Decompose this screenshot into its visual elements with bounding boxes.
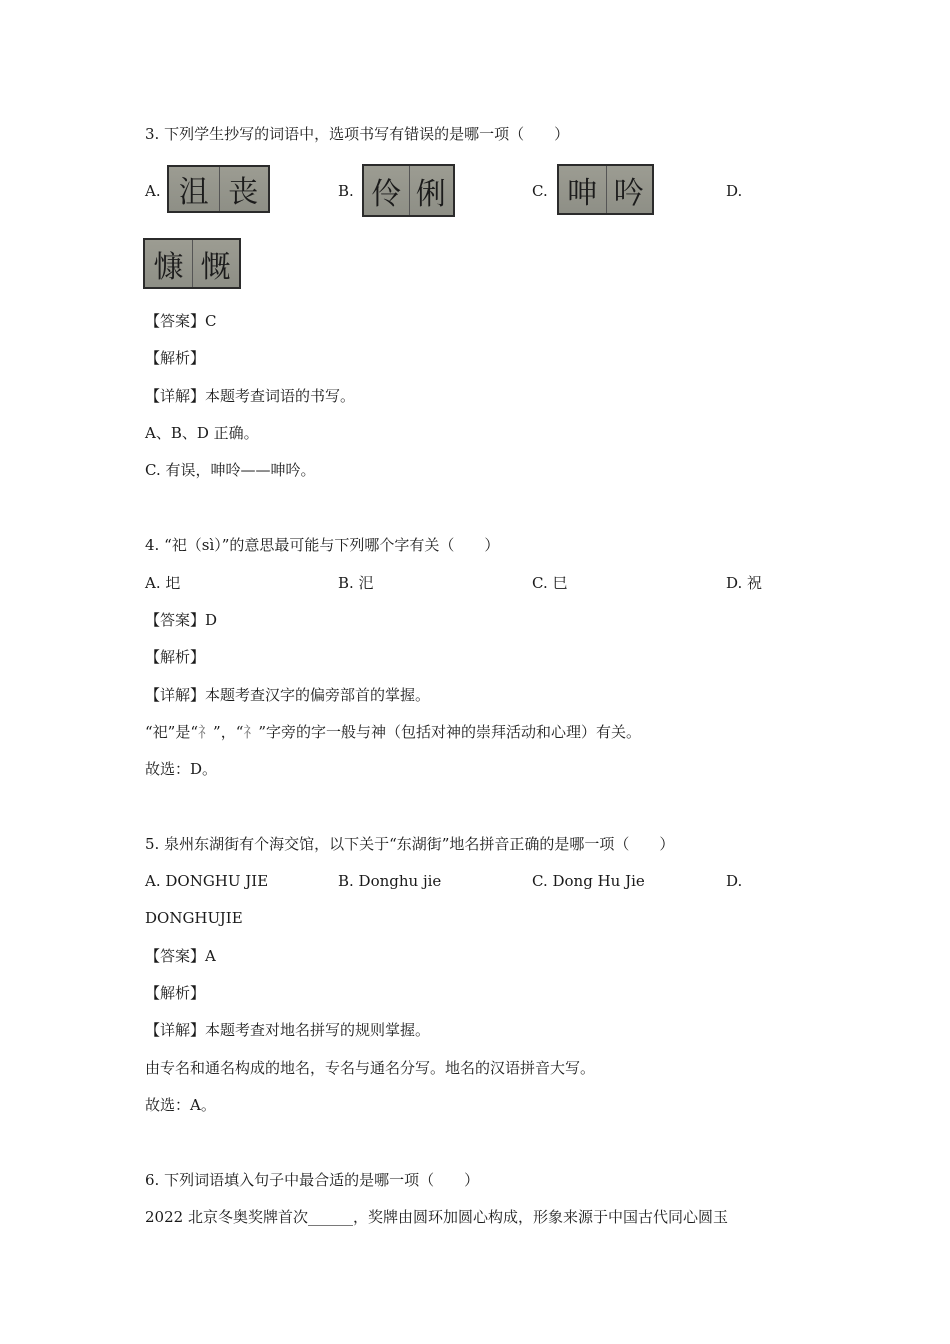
q3-option-a-label: A. — [145, 182, 161, 200]
q4-detail: 【详解】本题考查汉字的偏旁部首的掌握。 — [145, 686, 431, 704]
q4-analysis-heading: 【解析】 — [145, 648, 206, 666]
q5-conclusion: 故选：A。 — [145, 1096, 216, 1114]
q5-option-c: C. Dong Hu Jie — [532, 872, 645, 890]
q3-option-a-image — [167, 165, 270, 213]
q3-detail: 【详解】本题考查词语的书写。 — [145, 387, 356, 405]
q3-option-b-image — [362, 164, 455, 217]
q5-answer: 【答案】A — [145, 947, 216, 965]
q3-option-d-label: D. — [726, 182, 743, 200]
q4-answer: 【答案】D — [145, 611, 218, 629]
q4-stem: 4. “祀（sì）”的意思最可能与下列哪个字有关（ ） — [145, 536, 500, 554]
q3-answer: 【答案】C — [145, 312, 217, 330]
q4-expl-part3: ”字旁的字一般与神（包括对神的崇拜活动和心理）有关。 — [258, 723, 642, 741]
q5-stem: 5. 泉州东湖街有个海交馆，以下关于“东湖街”地名拼音正确的是哪一项（ ） — [145, 835, 675, 853]
q5-rule: 由专名和通名构成的地名，专名与通名分写。地名的汉语拼音大写。 — [145, 1059, 596, 1077]
q3-option-b-label: B. — [338, 182, 354, 200]
q4-option-a: A. 圯 — [145, 574, 181, 592]
radical-shi-glyph: 礻 — [198, 723, 214, 741]
q5-option-a: A. DONGHU JIE — [145, 872, 269, 890]
q5-option-d-label: D. — [726, 872, 743, 890]
q5-option-b: B. Donghu jie — [338, 872, 442, 890]
q3-c-char-1: 呻 — [567, 175, 598, 211]
q5-option-d-text: DONGHUJIE — [145, 909, 243, 927]
q6-stem: 6. 下列词语填入句子中最合适的是哪一项（ ） — [145, 1171, 480, 1189]
q3-option-d-image — [143, 238, 241, 289]
q4-option-d: D. 祝 — [726, 574, 763, 592]
q3-option-c-label: C. — [532, 182, 548, 200]
q4-conclusion: 故选：D。 — [145, 760, 218, 778]
q3-option-c-image — [557, 164, 654, 215]
q3-b-char-1: 伶 — [371, 176, 402, 212]
q4-expl-part2: ”，“ — [213, 723, 244, 741]
q3-stem: 3. 下列学生抄写的词语中，选项书写有错误的是哪一项（ ） — [145, 125, 570, 143]
q3-a-char-1: 沮 — [178, 175, 209, 210]
q3-b-char-2: 俐 — [415, 176, 446, 212]
radical-shi-glyph-2: 礻 — [243, 723, 259, 741]
q4-option-b: B. 汜 — [338, 574, 374, 592]
q5-analysis-heading: 【解析】 — [145, 984, 206, 1002]
q3-analysis-heading: 【解析】 — [145, 349, 206, 367]
q5-detail: 【详解】本题考查对地名拼写的规则掌握。 — [145, 1021, 431, 1039]
q4-option-c: C. 巳 — [532, 574, 568, 592]
q3-d-char-2: 慨 — [200, 249, 231, 285]
q6-sentence: 2022 北京冬奥奖牌首次______，奖牌由圆环加圆心构成，形象来源于中国古代同心圆玉 — [145, 1208, 728, 1226]
q4-explanation — [145, 722, 641, 742]
q3-c-char-2: 吟 — [613, 175, 644, 211]
q3-explanation-2: C. 有误，呻呤——呻吟。 — [145, 461, 316, 479]
q4-expl-part1: “祀”是“ — [145, 723, 199, 741]
q3-d-char-1: 慷 — [153, 249, 184, 285]
q3-explanation-1: A、B、D 正确。 — [145, 424, 259, 442]
q3-a-char-2: 丧 — [228, 175, 259, 210]
